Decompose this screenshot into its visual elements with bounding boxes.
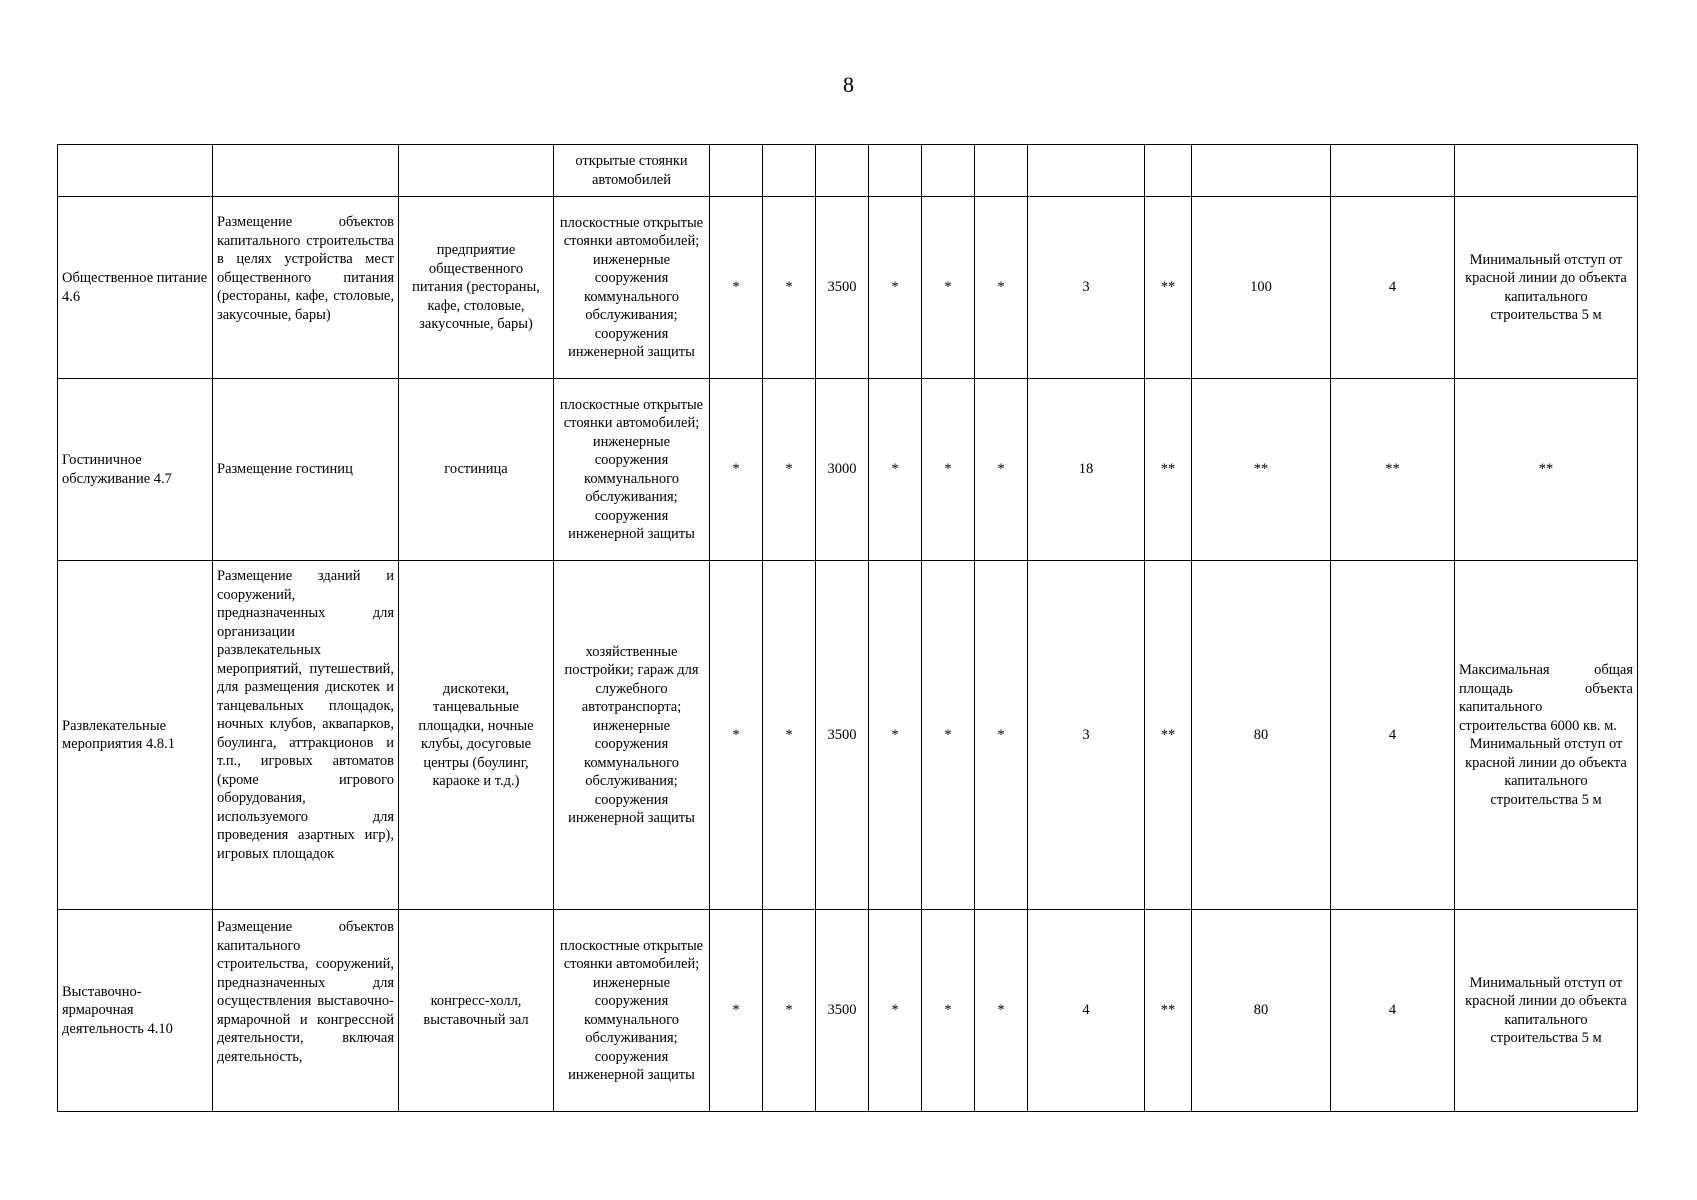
cell-value: ** (1145, 197, 1192, 379)
cell-value: 80 (1192, 561, 1331, 910)
table-row (58, 910, 1638, 1112)
cell-value: * (975, 910, 1028, 1112)
cell-value: * (763, 561, 816, 910)
cell-description: Размещение объектов капитального строительства, сооружений, предназначенных для осуществления выставочно-ярмарочной и конгрессной деятельности, включая деятельность, (213, 910, 399, 1112)
cell-value: 3 (1028, 561, 1145, 910)
cell-object (399, 145, 554, 197)
cell-value: ** (1145, 910, 1192, 1112)
cell-value: * (922, 197, 975, 379)
regulations-table (57, 144, 1638, 1112)
rules-line: ** (1538, 461, 1554, 478)
rules-line: Максимальная общая площадь объекта капитального строительства 6000 кв. м. (1459, 662, 1633, 734)
cell-object: предприятие общественного питания (рестораны, кафе, столовые, закусочные, бары) (399, 197, 554, 379)
cell-type-name: Развлекательные мероприятия 4.8.1 (58, 561, 213, 910)
cell-description: Размещение зданий и сооружений, предназначенных для организации развлекательных мероприятий, путешествий, для размещения дискотек и танцевальных площадок, ночных клубов, аквапарков, боулинга, аттракционов и т.п., игровых автоматов (кроме игрового оборудования, используемого для проведения азартных игр), игровых площадок (213, 561, 399, 910)
cell-value: * (975, 197, 1028, 379)
cell-value: * (975, 379, 1028, 561)
cell-value: * (710, 197, 763, 379)
cell-description: Размещение гостиниц (213, 379, 399, 561)
cell-value: * (869, 561, 922, 910)
cell-value: * (922, 561, 975, 910)
cell-value: * (869, 197, 922, 379)
table-row (58, 379, 1638, 561)
cell-value: * (710, 910, 763, 1112)
cell-description: Размещение объектов капитального строительства в целях устройства мест общественного питания (рестораны, кафе, столовые, закусочные, бары) (213, 197, 399, 379)
cell-value: * (869, 910, 922, 1112)
cell-rules (1455, 379, 1638, 561)
cell-aux-use: открытые стоянки автомобилей (554, 145, 710, 197)
cell-object: конгресс-холл, выставочный зал (399, 910, 554, 1112)
cell-value: * (869, 379, 922, 561)
cell-value: * (922, 379, 975, 561)
cell-aux-use: плоскостные открытые стоянки автомобилей; инженерные сооружения коммунального обслуживания; сооружения инженерной защиты (554, 197, 710, 379)
cell-value: ** (1331, 379, 1455, 561)
cell-value: 18 (1028, 379, 1145, 561)
cell-value: ** (1145, 379, 1192, 561)
cell-value: * (975, 561, 1028, 910)
cell-value: 100 (1192, 197, 1331, 379)
table-row (58, 197, 1638, 379)
cell-value: 3500 (816, 561, 869, 910)
cell-type-name: Выставочно-ярмарочная деятельность 4.10 (58, 910, 213, 1112)
cell-value: 3500 (816, 910, 869, 1112)
cell-rules (1455, 561, 1638, 910)
cell-value: * (710, 561, 763, 910)
cell-aux-use: плоскостные открытые стоянки автомобилей; инженерные сооружения коммунального обслуживания; сооружения инженерной защиты (554, 910, 710, 1112)
cell-value: 4 (1331, 561, 1455, 910)
cell-value: 80 (1192, 910, 1331, 1112)
cell-aux-use: плоскостные открытые стоянки автомобилей; инженерные сооружения коммунального обслуживания; сооружения инженерной защиты (554, 379, 710, 561)
cell-value: 3500 (816, 197, 869, 379)
cell-value: ** (1145, 561, 1192, 910)
cell-value: * (763, 910, 816, 1112)
cell-value: 4 (1028, 910, 1145, 1112)
cell-type-name: Общественное питание 4.6 (58, 197, 213, 379)
cell-description (213, 145, 399, 197)
rules-line: Минимальный отступ от красной линии до объекта капитального строительства 5 м (1465, 251, 1627, 323)
cell-object: гостиница (399, 379, 554, 561)
cell-value: * (763, 197, 816, 379)
cell-value: * (710, 379, 763, 561)
cell-value: * (922, 910, 975, 1112)
cell-rules (1455, 197, 1638, 379)
cell-rules (1455, 910, 1638, 1112)
cell-value: 3000 (816, 379, 869, 561)
table-row (58, 561, 1638, 910)
cell-value: 4 (1331, 197, 1455, 379)
rules-line: Минимальный отступ от красной линии до объекта капитального строительства 5 м (1465, 736, 1627, 808)
cell-object: дискотеки, танцевальные площадки, ночные клубы, досуговые центры (боулинг, караоке и т.д.) (399, 561, 554, 910)
cell-value: 4 (1331, 910, 1455, 1112)
rules-line: Минимальный отступ от красной линии до объекта капитального строительства 5 м (1465, 974, 1627, 1046)
page-number: 8 (843, 72, 854, 97)
cell-type-name (58, 145, 213, 197)
cell-aux-use: хозяйственные постройки; гараж для служебного автотранспорта; инженерные сооружения коммунального обслуживания; сооружения инженерной защиты (554, 561, 710, 910)
cell-value: 3 (1028, 197, 1145, 379)
cell-type-name: Гостиничное обслуживание 4.7 (58, 379, 213, 561)
cell-value: * (763, 379, 816, 561)
table-row-continuation (58, 145, 1638, 197)
cell-value: ** (1192, 379, 1331, 561)
